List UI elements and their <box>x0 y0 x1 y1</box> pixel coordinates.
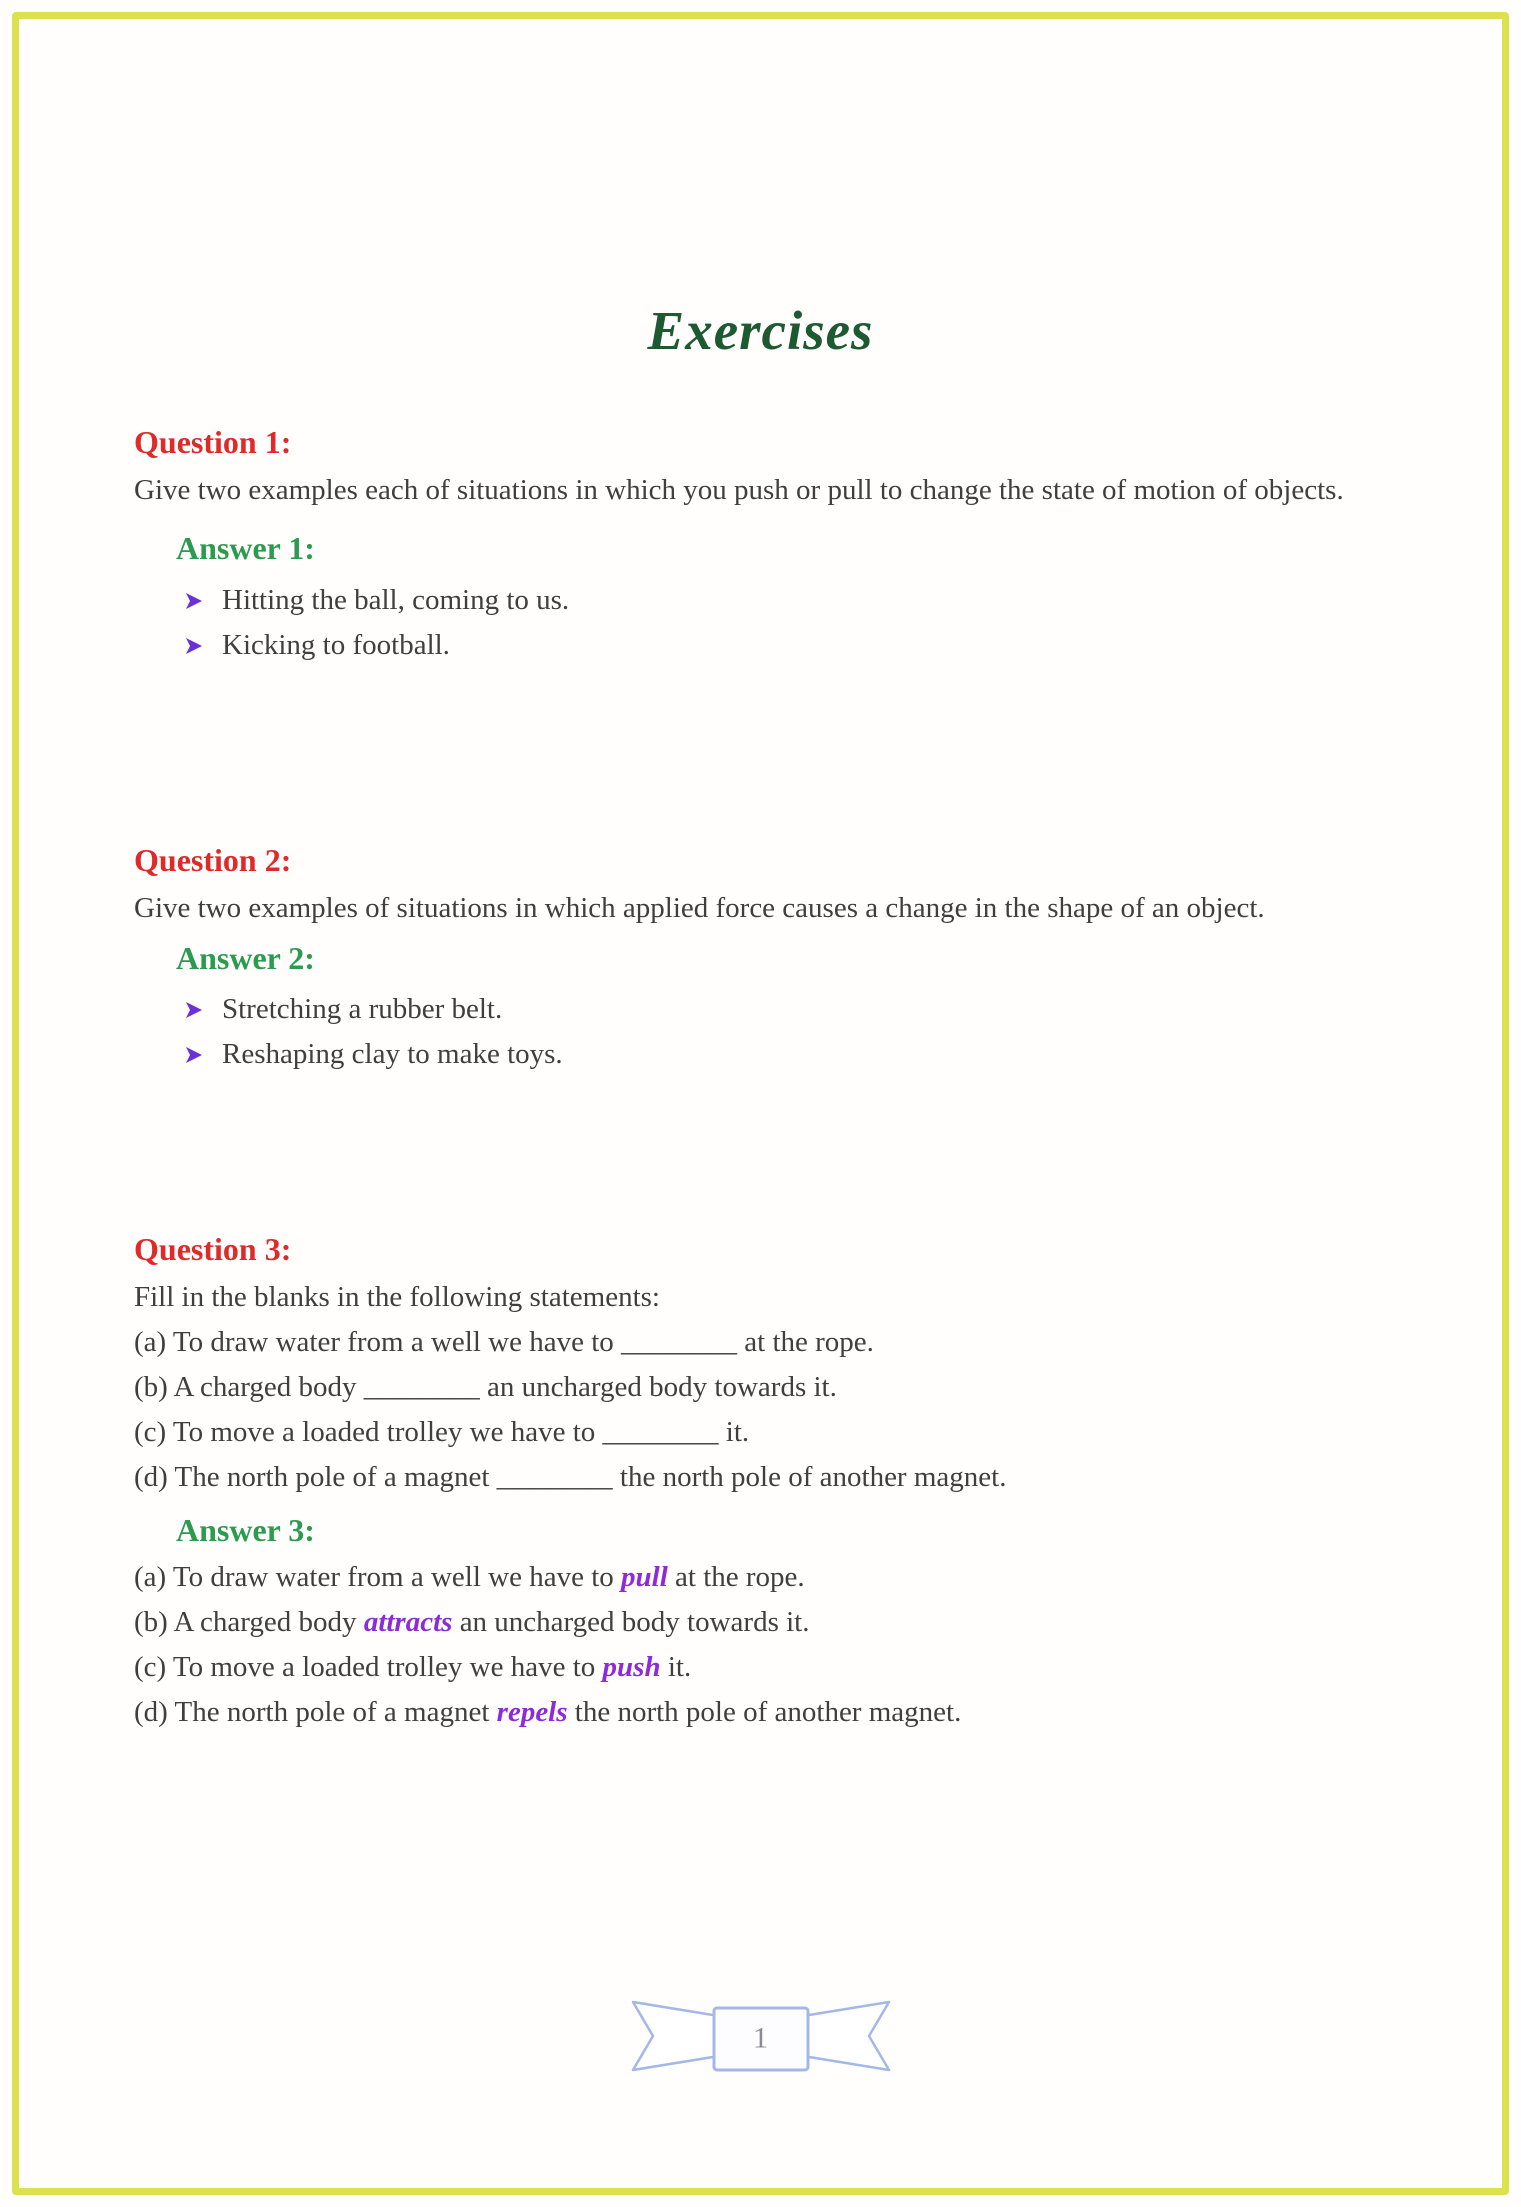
answer-text: (c) To move a loaded trolley we have to <box>134 1651 603 1684</box>
list-item <box>184 578 1387 623</box>
answer-highlight: push <box>602 1651 661 1684</box>
page-title: Exercises <box>647 300 874 361</box>
page-number: 1 <box>753 2021 768 2055</box>
question-2-heading: Question 2: <box>134 841 292 878</box>
bullet-arrow-icon <box>184 624 204 669</box>
question-3-blanks <box>134 1320 1387 1500</box>
bullet-text: Hitting the ball, coming to us. <box>222 583 570 616</box>
bullet-arrow-icon <box>184 579 204 624</box>
answer-line-c <box>134 1645 1387 1690</box>
answer-3-lines <box>134 1555 1387 1735</box>
answer-3-heading: Answer 3: <box>176 1511 315 1548</box>
answer-highlight: repels <box>496 1696 568 1729</box>
question-3-intro: Fill in the blanks in the following statements: <box>134 1281 660 1314</box>
question-1-section <box>134 422 1387 668</box>
question-3-heading: Question 3: <box>134 1231 292 1268</box>
answer-highlight: pull <box>621 1561 668 1594</box>
answer-1-heading: Answer 1: <box>176 530 315 567</box>
question-1-heading: Question 1: <box>134 424 292 460</box>
bullet-text: Stretching a rubber belt. <box>222 993 503 1026</box>
answer-text: the north pole of another magnet. <box>567 1696 962 1729</box>
page-number-ribbon <box>611 1996 911 2084</box>
answer-line-d <box>134 1690 1387 1735</box>
page-content <box>134 0 1387 1735</box>
blank-line-c: (c) To move a loaded trolley we have to ________ it. <box>134 1415 750 1448</box>
question-2-body: Give two examples of situations in which applied force causes a change in the shape of an object. <box>134 891 1265 924</box>
question-2-section <box>134 840 1387 1078</box>
answer-line-a <box>134 1555 1387 1600</box>
answer-2-list <box>134 987 1387 1077</box>
list-item <box>184 623 1387 668</box>
blank-line-d: (d) The north pole of a magnet ________ the north pole of another magnet. <box>134 1460 1007 1493</box>
blank-line-b: (b) A charged body ________ an uncharged body towards it. <box>134 1370 837 1403</box>
question-1-body: Give two examples each of situations in which you push or pull to change the state of motion of objects. <box>134 474 1344 506</box>
answer-highlight: attracts <box>363 1606 453 1639</box>
answer-line-b <box>134 1600 1387 1645</box>
bullet-arrow-icon <box>184 1033 204 1078</box>
bullet-text: Reshaping clay to make toys. <box>222 1038 563 1071</box>
list-item <box>184 1032 1387 1077</box>
answer-text: at the rope. <box>667 1561 805 1594</box>
bullet-arrow-icon <box>184 988 204 1033</box>
answer-text: (a) To draw water from a well we have to <box>134 1561 622 1594</box>
answer-1-list <box>134 578 1387 668</box>
answer-text: an uncharged body towards it. <box>452 1606 810 1639</box>
answer-text: (b) A charged body <box>134 1606 364 1639</box>
answer-text: (d) The north pole of a magnet <box>134 1696 497 1729</box>
answer-text: it. <box>660 1651 692 1684</box>
bullet-text: Kicking to football. <box>222 628 450 661</box>
list-item <box>184 987 1387 1032</box>
blank-line-a: (a) To draw water from a well we have to ________ at the rope. <box>134 1326 874 1359</box>
answer-2-heading: Answer 2: <box>176 939 315 976</box>
question-3-section <box>134 1229 1387 1735</box>
